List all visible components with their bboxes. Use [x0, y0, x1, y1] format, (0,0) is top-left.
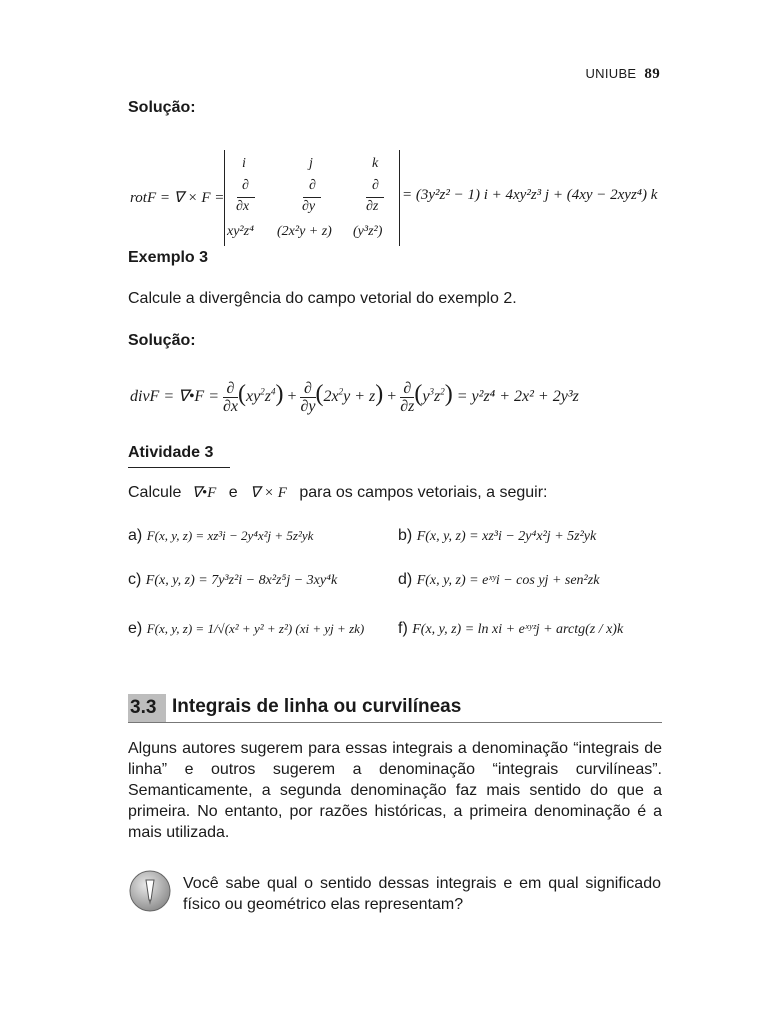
exercise-expr: F(x, y, z) = 7y³z²i − 8x²z⁵j − 3xy⁴k — [145, 573, 338, 588]
exercise-expr: F(x, y, z) = 1/√(x² + y² + z²) (xi + yj + zk) — [146, 621, 365, 636]
exercise-e — [128, 620, 364, 638]
page-header — [585, 66, 660, 83]
exercise-expr: F(x, y, z) = ln xi + eˣʸᶻj + arctg(z / x)k — [412, 622, 624, 637]
exercise-label: f) — [398, 620, 408, 637]
det-p: xy²z⁴ — [227, 224, 254, 239]
det-dz: ∂z — [366, 199, 379, 214]
activity-underline — [128, 467, 230, 468]
det-r: (y³z²) — [353, 224, 383, 239]
publisher-name: UNIUBE — [585, 66, 637, 81]
example-title: Exemplo 3 — [128, 249, 209, 266]
section-paragraph: Alguns autores sugerem para essas integrais a denominação “integrais de linha” e outros sugerem a denominação “integrais curvilíneas”. Semanticamente, a segunda denominação faz mais sentido do que a primeira. No entanto, por razões históricas, a primeira denominação é a mais utilizada. — [128, 740, 662, 841]
solution-label: Solução: — [128, 99, 196, 116]
exercise-label: a) — [128, 527, 143, 544]
exercise-label: c) — [128, 571, 142, 588]
section-number: 3.3 — [128, 694, 166, 722]
exercise-label: b) — [398, 527, 413, 544]
det-partial-2: ∂ — [309, 178, 316, 193]
det-dx: ∂x — [236, 199, 250, 214]
exercise-b — [398, 527, 596, 545]
div-lhs: divF = ∇•F = — [130, 388, 219, 405]
exercise-f — [398, 620, 623, 638]
exercise-label: e) — [128, 620, 143, 637]
prompt-joiner: e — [228, 484, 238, 501]
prompt-start: Calcule — [128, 484, 182, 501]
page-number: 89 — [644, 66, 660, 82]
det-q: (2x²y + z) — [277, 224, 332, 239]
rot-determinant — [224, 150, 400, 246]
exercise-expr: F(x, y, z) = xz³i − 2y⁴x²j + 5z²yk — [146, 528, 314, 543]
exercise-expr: F(x, y, z) = eˣʸi − cos yj + sen²zk — [416, 573, 600, 588]
pencil-note-icon — [129, 870, 171, 912]
div-rhs: = y²z⁴ + 2x² + 2y³z — [456, 388, 579, 405]
prompt-end: para os campos vetoriais, a seguir: — [299, 484, 548, 501]
det-k: k — [372, 156, 379, 171]
activity-title: Atividade 3 — [128, 444, 214, 461]
activity-prompt — [128, 483, 547, 502]
rot-rhs: = (3y²z² − 1) i + 4xy²z³ j + (4xy − 2xyz⁴) k — [402, 187, 658, 203]
solution-label-2: Solução: — [128, 332, 196, 349]
exercise-expr: F(x, y, z) = xz³i − 2y⁴x²j + 5z²yk — [416, 529, 597, 544]
det-j: j — [309, 156, 313, 171]
prompt-op2: ∇ × F — [250, 485, 287, 501]
rot-lhs: rotF = ∇ × F = — [130, 190, 225, 206]
det-partial-3: ∂ — [372, 178, 379, 193]
example-text: Calcule a divergência do campo vetorial do exemplo 2. — [128, 290, 517, 307]
exercise-a — [128, 527, 313, 545]
div-formula: divF = ∇•F = $\frac{\partial}{\partial x}$ $(xy^2z^4)$ + $\frac{\partial}{\partial y}$ $(2x^2y + z)$ + $\frac{\partial}{\partial z}$ $(y^3z^2) = y^2z^4 + 2x^2 + 2y^3z$ — [130, 379, 579, 415]
det-partial-1: ∂ — [242, 178, 249, 193]
exercise-c — [128, 571, 337, 589]
section-rule — [128, 722, 662, 723]
reflection-note: Você sabe qual o sentido dessas integrais e em qual significado físico ou geométrico elas representam? — [183, 875, 661, 913]
exercise-label: d) — [398, 571, 413, 588]
det-dy: ∂y — [302, 199, 316, 214]
exercise-d — [398, 571, 599, 589]
prompt-op1: ∇•F — [191, 485, 217, 501]
det-i: i — [242, 156, 246, 171]
section-title: Integrais de linha ou curvilíneas — [172, 696, 462, 717]
